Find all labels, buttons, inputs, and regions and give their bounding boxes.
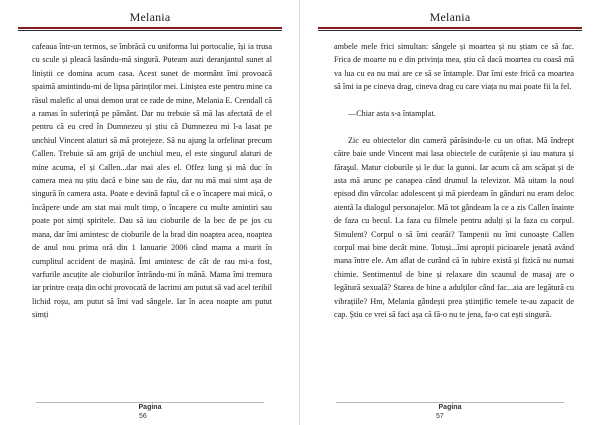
footer-label: Pagina (438, 404, 462, 411)
page-number: 56 (139, 413, 147, 420)
header-rule-red (18, 27, 282, 29)
paragraph: ambele mele frici simultan: sângele și moartea și nu știam ce să fac. Frica de moarte nu e din privința mea, știu că dacă moartea cu coasă mă va lua cu ea nu mai are ce să se întample. Dar îmi este frică ca moartea să îmi ia pe cineva drag, cineva drag cu care viața nu mai poate fii la fel. (334, 42, 574, 92)
header-rule-dark (18, 30, 282, 31)
header-rule-dark (318, 30, 582, 31)
running-header: Melania (129, 10, 171, 24)
footer-label: Pagina (138, 404, 162, 411)
page-number: 57 (436, 413, 444, 420)
paragraph: cafeaua într-un termos, se îmbrăcă cu uniforma lui portocalie, își ia trusa cu scule și pleacă lasându-mă singură. Puteam auzi deranjantul sunet al liniștii ce domina acum casa. Acest sunet de mormânt îmi provoacă spaimă amintindu-mi de lipsa părinților mei. Liniștea este pentru mine ca răsul malefic al unui demon urat ce rade de mine, Melania E. Crendall că a ramas în suferință pe pământ. Dar nu trebuie să mă las afectată de el pentru că eu cred în Dumnezeu și știu că Dumnezeu mi l-a lasat pe unchiul Vincent alaturi să mă protejeze. Să nu ajung la orfelinat precum Callen. Trebuie să am grijă de unchiul meu, el este singurul alaturi de mine acuma, el și Callen...dar mai ales el. Offez lung și mă duc în camera mea nu știu dacă e bine sau de rău, dar nu mă mai simt așa de singură în camera asta. Poate e devină faptul că e o încapere mai mică, o încăpere unde am stat mai mult timp, o încapere cu multe amintiri sau poate pot simți spiritele. Dau să iau cioburile de la bec de pe jos cu mana, dar îmi amintesc de cioburile de la brad din noaptea acea, noaptea de anul nou prima oră din 1 Ianuarie 2006 când mama a murit în cumplitul accident de mașină. Îmi amintesc de cât de rau mi-a fost, varfurile ascuțite ale cioburilor întrându-mi în mână. Mama îmi tremura iar printre ceața din ochi provocată de lacrimi am putut să vad acel teribil lichid roșu, am putut să îmi vad sângele. Iar în acea noapte am putut simți (32, 42, 272, 320)
footer-rule (336, 402, 564, 403)
footer-rule (36, 402, 264, 403)
header-rule-red (318, 27, 582, 29)
dialogue-line: —Chiar asta s-a întamplat. (348, 109, 436, 119)
page-body-text (32, 40, 272, 322)
page-body-text (334, 40, 574, 322)
right-page (300, 0, 600, 425)
paragraph: Zic eu obiectelor din cameră părăsindu-le cu un oftat. Mă îndrept către baie unde Vincent mai lasa obiectele de curățenie și iau matura și făraşul. Matur cioburile și le duc la gunoi. Iar acum că am scăpat și de asta mă arunc pe canapea când drumul la televizor. Mă uitam la noul episod din vârcolac adolescent și mă pierdeam în gânduri nu eram deloc atentă la dialogul personajelor. Mă tot gândeam la ce a zis Callen înainte de faza cu becul. La faza cu filmele pentru adulți și la faza cu corpul. Simulent? Corpul o să îmi cearăi? Tampenii nu îmi cunoaște Callen corpul mai bine decât mine. Totuși...îmi apropii picioarele jenată având mana între ele. Am aflat de curând că în iubire există și fizică nu numai chimie. Sentimentul de bine și relaxare din scaunul de masaj are o legătură sexuală? Starea de bine a adulților când fac...aia are legătură cu vibrațiile? Hm, Melania gândești prea științific temele te-au zapacit de cap. Știu ce vrei să faci așa că fă-o nu te jena, fa-o cat ești singură. (334, 135, 574, 320)
running-header: Melania (429, 10, 471, 24)
